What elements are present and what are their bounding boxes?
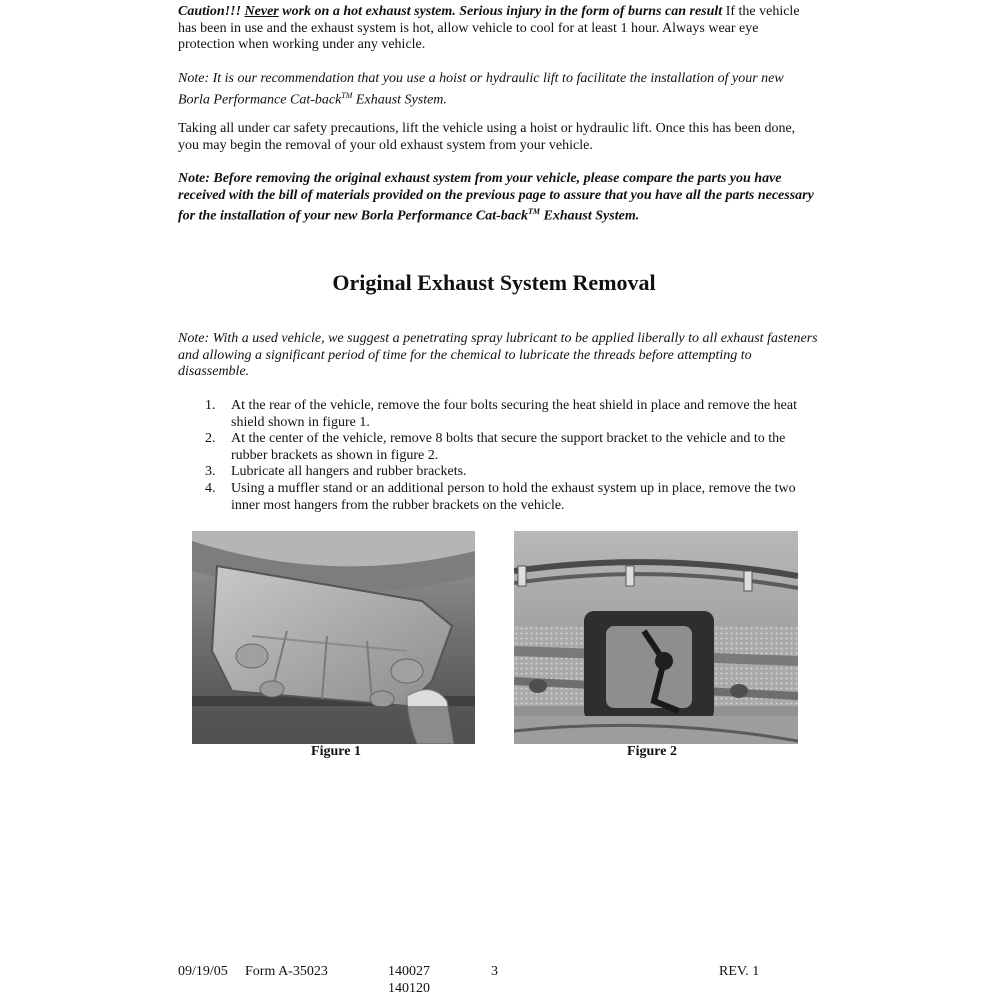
support-bracket-photo-image: [514, 531, 798, 744]
safety-paragraph: Taking all under car safety precautions, lift the vehicle using a hoist or hydraulic lift. Once this has been done, you may begin the removal of your old exhaust system from your vehicle.: [178, 121, 796, 153]
footer-revision: REV. 1: [719, 964, 760, 979]
list-item: [178, 398, 818, 431]
caution-bold-text: work on a hot exhaust system. Serious injury in the form of burns can result: [278, 4, 723, 19]
figure-1-photo: [192, 531, 475, 744]
step-number: 3.: [205, 464, 216, 480]
step-text: Using a muffler stand or an additional person to hold the exhaust system up in place, remove the two inner most hangers from the rubber brackets on the vehicle.: [231, 480, 796, 513]
footer-form-number: Form A-35023: [245, 964, 328, 979]
list-item: [178, 431, 818, 464]
caution-never: Never: [244, 4, 279, 19]
parts-check-note-text: Note: Before removing the original exhaust system from your vehicle, please compare the parts you have received with the bill of materials provided on the previous page to assure that you have all the parts necessary for the installation of your new Borla Performance Cat-back: [178, 171, 814, 224]
figure-2-caption: Figure 2: [627, 744, 677, 759]
step-text: At the center of the vehicle, remove 8 bolts that secure the support bracket to the vehicle and to the rubber brackets as shown in figure 2.: [231, 431, 786, 463]
hoist-note: [178, 71, 818, 109]
hoist-note-tm: TM: [341, 90, 353, 100]
section-title: Original Exhaust System Removal: [332, 270, 656, 295]
parts-check-note-tm: TM: [528, 207, 541, 217]
step-number: 4.: [205, 480, 216, 496]
list-item: [178, 464, 818, 481]
step-number: 1.: [205, 398, 216, 413]
figure-1-caption: Figure 1: [311, 744, 361, 759]
parts-check-note-tail: Exhaust System.: [540, 208, 640, 224]
footer-part-number-2: 140120: [388, 981, 430, 996]
lubricant-note: Note: With a used vehicle, we suggest a penetrating spray lubricant to be applied liberally to all exhaust fasteners and allowing a significant period of time for the chemical to lubricate the threads before attempting to disassemble.: [178, 331, 818, 380]
removal-steps-list: [178, 398, 818, 514]
hoist-note-tail: Exhaust System.: [352, 92, 447, 108]
step-text: Lubricate all hangers and rubber brackets.: [231, 464, 467, 480]
figure-2-photo: [514, 531, 798, 744]
parts-check-note: [178, 171, 818, 225]
caution-plain-text: If the vehicle has been in use and the exhaust system is hot, allow vehicle to cool for at least 1 hour. Always wear eye protection when working under any vehicle.: [178, 4, 800, 53]
caution-lead: Caution!!!: [178, 4, 245, 19]
step-number: 2.: [205, 431, 216, 447]
caution-paragraph: [178, 4, 818, 54]
footer-part-number-1: 140027: [388, 964, 430, 979]
page-number: 3: [491, 964, 498, 979]
hoist-note-text: Note: It is our recommendation that you use a hoist or hydraulic lift to facilitate the installation of your new Borla Performance Cat-back: [178, 71, 784, 108]
heat-shield-photo-image: [192, 531, 475, 744]
list-item: [178, 481, 818, 514]
step-text: At the rear of the vehicle, remove the four bolts securing the heat shield in place and remove the heat shield shown in figure 1.: [231, 398, 798, 430]
footer-date: 09/19/05: [178, 964, 228, 979]
